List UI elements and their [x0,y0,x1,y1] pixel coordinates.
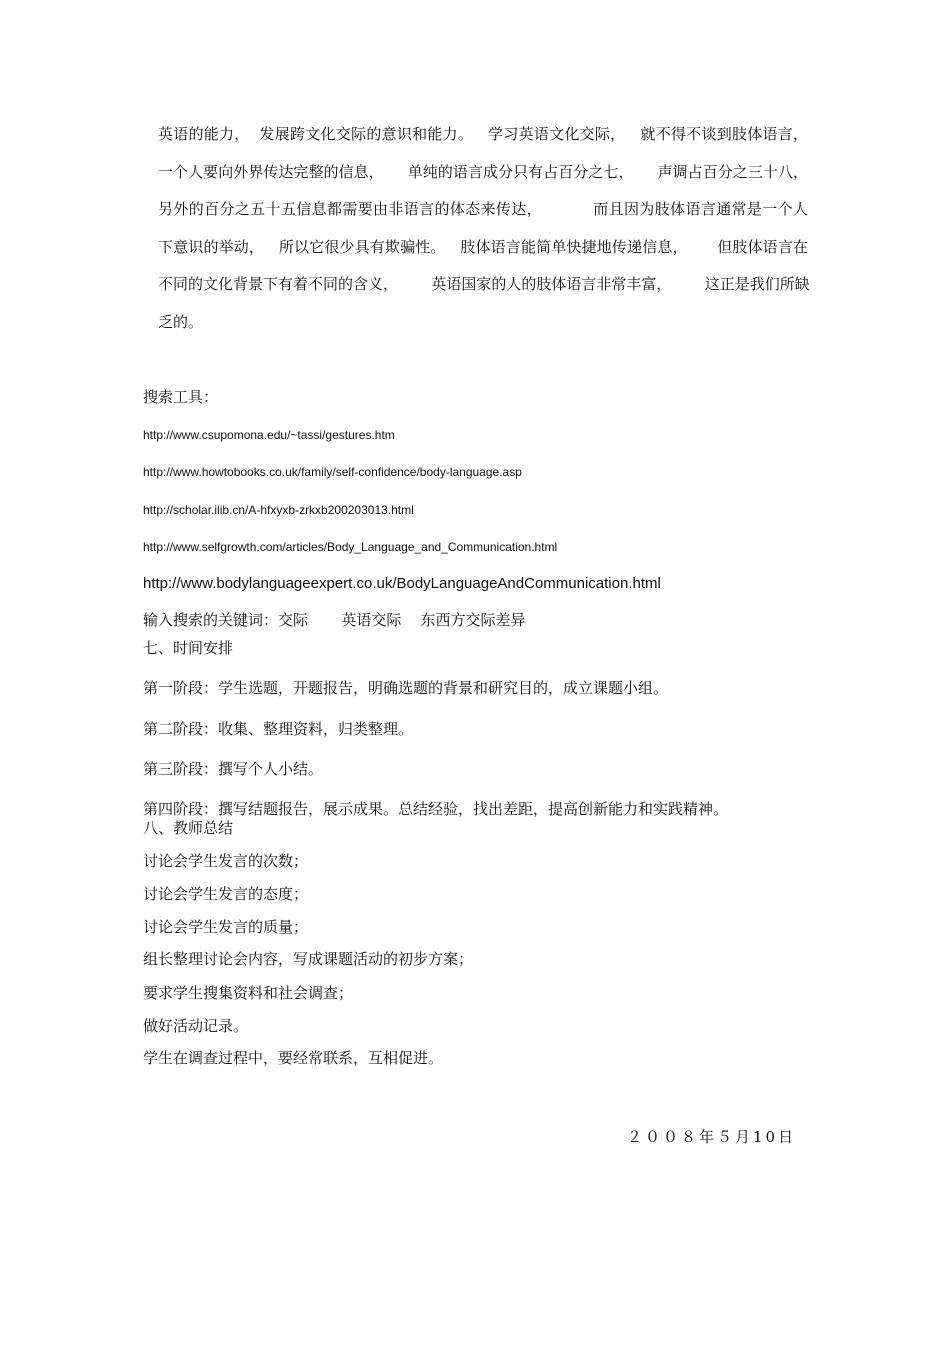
paragraph-line: 一个人要向外界传达完整的信息， 单纯的语言成分只有占百分之七， 声调占百分之三十八， [158,162,808,181]
schedule-stage: 第四阶段：撰写结题报告，展示成果。总结经验，找出差距，提高创新能力和实践精神。 [143,800,729,818]
paragraph-line: 乏的。 [158,312,204,331]
schedule-stage: 第一阶段：学生选题，开题报告，明确选题的背景和研究目的，成立课题小组。 [143,679,669,697]
paragraph-line: 英语的能力， 发展跨文化交际的意识和能力。 学习英语文化交际， 就不得不谈到肢体语言， [158,125,808,143]
paragraph-line: 下意识的举动， 所以它很少具有欺骗性。 肢体语言能简单快捷地传递信息， 但肢体语言在 [158,237,808,256]
paragraph-line: 不同的文化背景下有着不同的含义， 英语国家的人的肢体语言非常丰富， 这正是我们所缺 [158,275,810,293]
summary-item: 讨论会学生发言的质量； [143,918,309,936]
url-link[interactable]: http://www.csupomona.edu/~tassi/gestures.htm [143,428,395,442]
search-keywords: 输入搜索的关键词：交际 英语交际 东西方交际差异 [143,611,526,629]
url-link[interactable]: http://www.howtobooks.co.uk/family/self-confidence/body-language.asp [143,465,522,479]
schedule-heading: 七、时间安排 [143,639,234,657]
document-date: ２００８年５月10日 [627,1128,797,1146]
url-link[interactable]: http://scholar.ilib.cn/A-hfxyxb-zrkxb200203013.html [143,503,414,517]
summary-item: 要求学生搜集资料和社会调查； [143,984,354,1002]
summary-item: 做好活动记录。 [143,1017,249,1035]
schedule-stage: 第三阶段：撰写个人小结。 [143,760,324,778]
body-paragraph [158,124,808,349]
url-link[interactable]: http://www.bodylanguageexpert.co.uk/BodyLanguageAndCommunication.html [143,575,661,592]
url-link[interactable]: http://www.selfgrowth.com/articles/Body_Language_and_Communication.html [143,540,558,554]
summary-heading: 八、教师总结 [143,819,234,837]
summary-item: 讨论会学生发言的次数； [143,852,309,870]
summary-item: 学生在调查过程中，要经常联系，互相促进。 [143,1049,444,1067]
summary-item: 组长整理讨论会内容，写成课题活动的初步方案； [143,950,474,968]
summary-item: 讨论会学生发言的态度； [143,885,309,903]
search-tools-heading: 搜索工具： [143,388,219,406]
schedule-stage: 第二阶段：收集、整理资料，归类整理。 [143,720,414,738]
paragraph-line: 另外的百分之五十五信息都需要由非语言的体态来传达， 而且因为肢体语言通常是一个人 [158,200,808,218]
